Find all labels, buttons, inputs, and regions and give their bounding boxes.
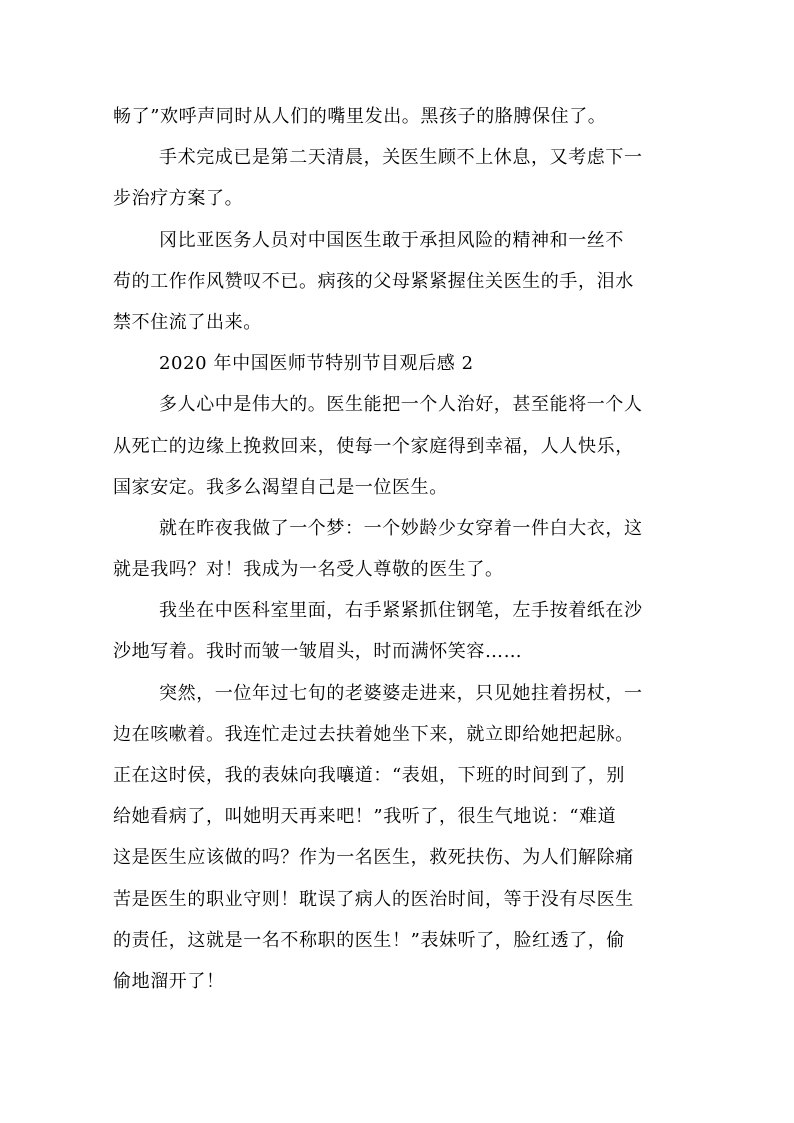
text-line: 我坐在中医科室里面，右手紧紧抓住钢笔，左手按着纸在沙 [159, 600, 643, 622]
text-line: 国家安定。我多么渴望自己是一位医生。 [113, 476, 448, 498]
text-line: 苟的工作作风赞叹不已。病孩的父母紧紧握住关医生的手，泪水 [113, 270, 634, 292]
text-line: 手术完成已是第二天清晨，关医生顾不上休息，又考虑下一 [159, 147, 643, 169]
text-line: 从死亡的边缘上挽救回来，使每一个家庭得到幸福，人人快乐， [113, 435, 634, 457]
text-line: 正在这时侯，我的表妹向我嚷道：“表姐，下班的时间到了，别 [113, 765, 625, 786]
text-line: 畅了”欢呼声同时从人们的嘴里发出。黑孩子的胳膊保住了。 [113, 106, 607, 127]
text-line: 给她看病了，叫她明天再来吧！”我听了，很生气地说：“难道 [113, 806, 617, 828]
document-body [113, 96, 683, 1002]
text-line: 突然，一位年过七旬的老婆婆走进来，只见她拄着拐杖，一 [159, 682, 643, 704]
text-line: 苦是医生的职业守则！耽误了病人的医治时间，等于没有尽医生 [113, 888, 634, 910]
section-heading: 2020 年中国医师节特别节目观后感 2 [159, 353, 474, 375]
text-line: 多人心中是伟大的。医生能把一个人治好，甚至能将一个人 [159, 394, 643, 416]
text-line: 就在昨夜我做了一个梦：一个妙龄少女穿着一件白大衣，这 [159, 517, 643, 539]
text-line: 的责任，这就是一名不称职的医生！”表妹听了，脸红透了，偷 [113, 929, 625, 951]
text-line: 冈比亚医务人员对中国医生敢于承担风险的精神和一丝不 [159, 229, 624, 251]
text-line: 禁不住流了出来。 [113, 311, 262, 333]
text-line: 就是我吗？对！我成为一名受人尊敬的医生了。 [113, 559, 504, 581]
text-line: 这是医生应该做的吗？作为一名医生，救死扶伤、为人们解除痛 [113, 847, 634, 869]
text-line: 步治疗方案了。 [113, 188, 244, 210]
text-line: 偷地溜开了！ [113, 970, 225, 992]
text-line: 边在咳嗽着。我连忙走过去扶着她坐下来，就立即给她把起脉。 [113, 723, 634, 745]
text-line: 沙地写着。我时而皱一皱眉头，时而满怀笑容…… [113, 641, 523, 663]
